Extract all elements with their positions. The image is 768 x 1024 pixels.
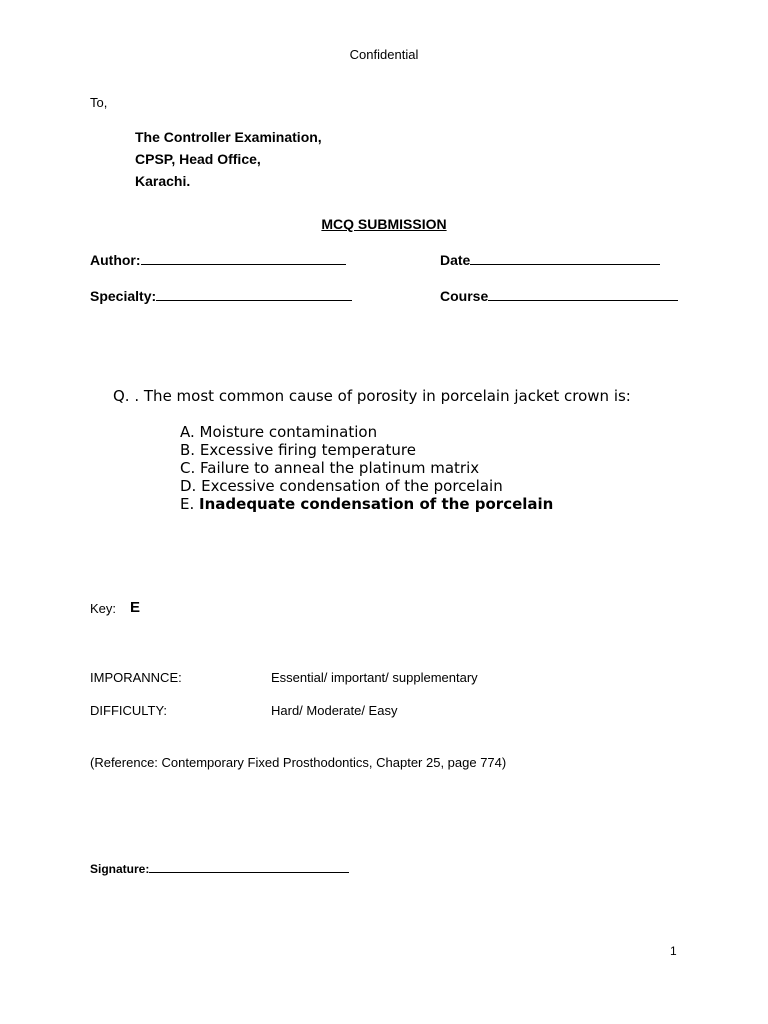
option-e	[180, 495, 553, 513]
date-label: Date	[440, 252, 471, 268]
course-field	[440, 286, 678, 304]
key-value: E	[130, 599, 141, 616]
key-label: Key:	[90, 601, 117, 616]
option-letter: B.	[180, 441, 196, 459]
signature-blank	[149, 860, 349, 873]
author-label: Author:	[90, 252, 141, 268]
question-text: . The most common cause of porosity in porcelain jacket crown is:	[134, 387, 631, 405]
difficulty-value: Hard/ Moderate/ Easy	[271, 703, 398, 718]
address-line-1: The Controller Examination,	[135, 129, 322, 145]
question-prefix: Q.	[113, 387, 130, 405]
signature-field	[90, 860, 349, 876]
option-a	[180, 423, 377, 441]
author-blank	[141, 250, 346, 265]
importance-value: Essential/ important/ supplementary	[271, 670, 478, 685]
specialty-label: Specialty:	[90, 288, 157, 304]
date-field	[440, 250, 660, 268]
option-letter: A.	[180, 423, 195, 441]
option-letter: D.	[180, 477, 197, 495]
option-c	[180, 459, 479, 477]
date-blank	[470, 250, 660, 265]
option-d	[180, 477, 503, 495]
address-to: To,	[90, 95, 108, 110]
address-line-3: Karachi.	[135, 173, 191, 189]
option-text: Excessive condensation of the porcelain	[201, 477, 503, 495]
author-field	[90, 250, 346, 268]
signature-label: Signature:	[90, 862, 150, 876]
option-b	[180, 441, 416, 459]
option-text: Inadequate condensation of the porcelain	[199, 495, 554, 513]
address-line-2: CPSP, Head Office,	[135, 151, 261, 167]
difficulty-label: DIFFICULTY:	[90, 703, 168, 718]
question-stem	[113, 387, 631, 405]
specialty-blank	[156, 286, 352, 301]
option-text: Moisture contamination	[199, 423, 378, 441]
page-title: MCQ SUBMISSION	[321, 216, 447, 232]
page-number: 1	[670, 944, 677, 958]
option-text: Excessive firing temperature	[199, 441, 416, 459]
reference-text: (Reference: Contemporary Fixed Prosthodontics, Chapter 25, page 774)	[90, 755, 507, 770]
course-blank	[488, 286, 678, 301]
specialty-field	[90, 286, 352, 304]
option-letter: C.	[180, 459, 196, 477]
importance-label: IMPORANNCE:	[90, 670, 182, 685]
course-label: Course	[440, 288, 489, 304]
option-letter: E.	[180, 495, 195, 513]
option-text: Failure to anneal the platinum matrix	[200, 459, 480, 477]
confidential-header: Confidential	[349, 47, 419, 62]
